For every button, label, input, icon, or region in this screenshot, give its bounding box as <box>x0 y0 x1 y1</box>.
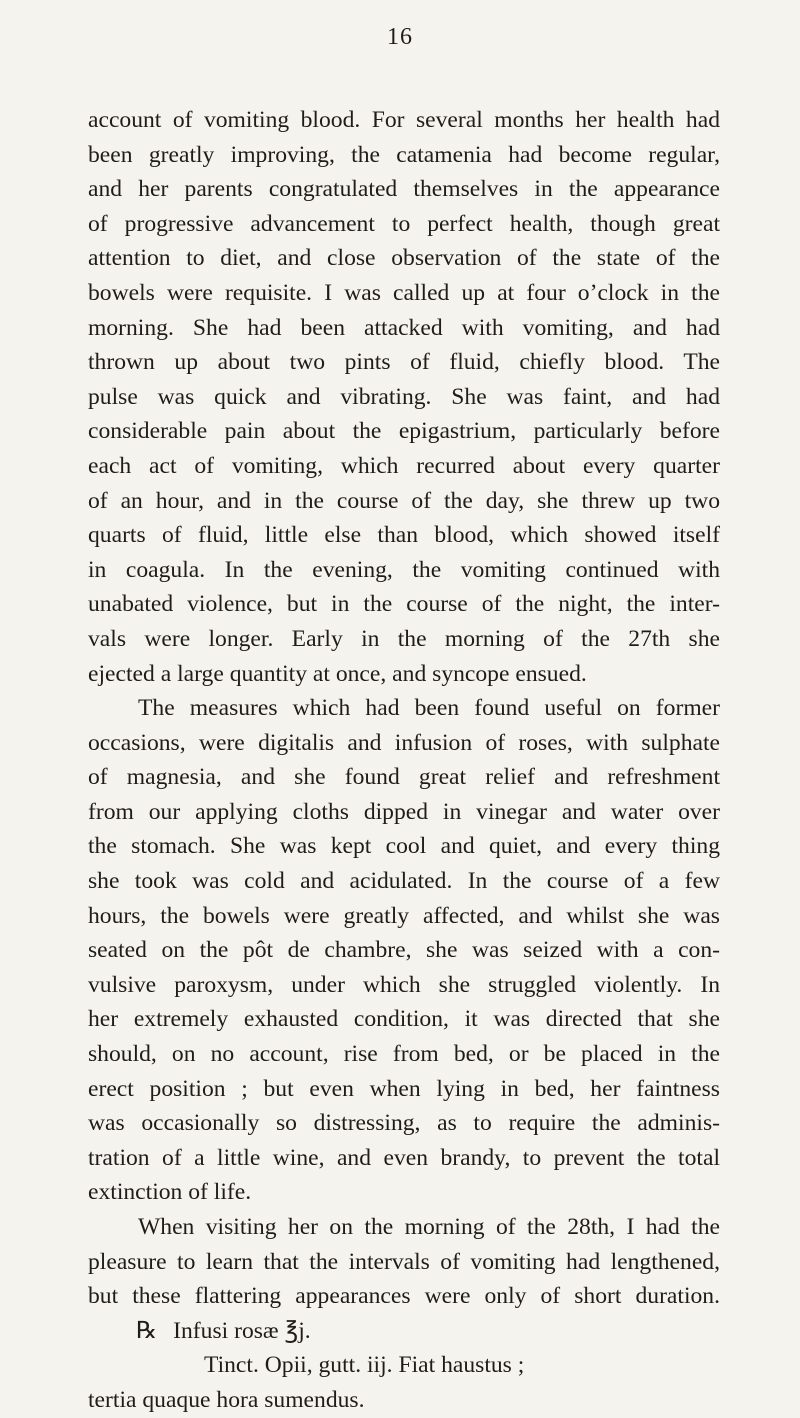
paragraph-first-line: When visiting her on the morning of the 28th, I had the <box>138 1214 720 1240</box>
text-line: in coagula. In the evening, the vomiting continued with <box>88 556 720 583</box>
text-line: extinction of life. <box>88 1179 252 1206</box>
prescription-line-2: Tinct. Opii, gutt. iij. Fiat haustus ; <box>204 1352 525 1379</box>
text-line: of progressive advancement to perfect health, though great <box>88 210 720 237</box>
text-line: bowels were requisite. I was called up at four o’clock in the <box>88 279 720 306</box>
text-line: each act of vomiting, which recurred about every quarter <box>88 452 720 479</box>
page-number: 16 <box>387 24 413 50</box>
text-line: quarts of fluid, little else than blood, which showed itself <box>88 522 720 549</box>
text-line: vals were longer. Early in the morning of the 27th she <box>88 625 720 652</box>
text-line: occasions, were digitalis and infusion of roses, with sulphate <box>88 729 720 756</box>
text-line: been greatly improving, the catamenia had become regular, <box>88 141 720 168</box>
text-line: of an hour, and in the course of the day, she threw up two <box>88 487 720 514</box>
text-line: unabated violence, but in the course of the night, the inter- <box>88 591 720 618</box>
text-line: hours, the bowels were greatly affected, and whilst she was <box>88 902 720 929</box>
text-line: seated on the pôt de chambre, she was seized with a con- <box>88 937 720 964</box>
text-line: but these flattering appearances were only of short duration. <box>88 1283 720 1310</box>
text-line: considerable pain about the epigastrium, particularly before <box>88 418 720 445</box>
text-line: should, on no account, rise from bed, or be placed in the <box>88 1041 720 1068</box>
text-line: was occasionally so distressing, as to require the adminis- <box>88 1110 720 1137</box>
text-line: thrown up about two pints of fluid, chiefly blood. The <box>88 349 720 376</box>
prescription-line-3: tertia quaque hora sumendus. <box>88 1386 365 1413</box>
text-line: pulse was quick and vibrating. She was faint, and had <box>88 383 720 410</box>
text-line: vulsive paroxysm, under which she struggled violently. In <box>88 971 720 998</box>
rx-symbol: ℞ <box>136 1317 158 1344</box>
text-line: morning. She had been attacked with vomiting, and had <box>88 314 720 341</box>
text-line: her extremely exhausted condition, it was directed that she <box>88 1006 720 1033</box>
text-line: of magnesia, and she found great relief and refreshment <box>88 764 720 791</box>
text-line: she took was cold and acidulated. In the course of a few <box>88 868 720 895</box>
text-line: pleasure to learn that the intervals of vomiting had lengthened, <box>88 1248 720 1275</box>
text-line: and her parents congratulated themselves in the appearance <box>88 176 720 203</box>
text-line: account of vomiting blood. For several months her health had <box>88 107 720 133</box>
paragraph-first-line: The measures which had been found useful on former <box>138 695 720 722</box>
body-text <box>88 103 720 1418</box>
text-line: tration of a little wine, and even brandy, to prevent the total <box>88 1144 720 1171</box>
text-line: from our applying cloths dipped in vinegar and water over <box>88 798 720 825</box>
text-line: the stomach. She was kept cool and quiet, and every thing <box>88 833 720 860</box>
prescription-line-1 <box>88 1314 720 1349</box>
text-line: erect position ; but even when lying in bed, her faintness <box>88 1075 720 1102</box>
prescription-text: Infusi rosæ ℥j. <box>173 1317 311 1344</box>
text-line: attention to diet, and close observation of the state of the <box>88 245 720 272</box>
text-line: ejected a large quantity at once, and syncope ensued. <box>88 660 587 687</box>
